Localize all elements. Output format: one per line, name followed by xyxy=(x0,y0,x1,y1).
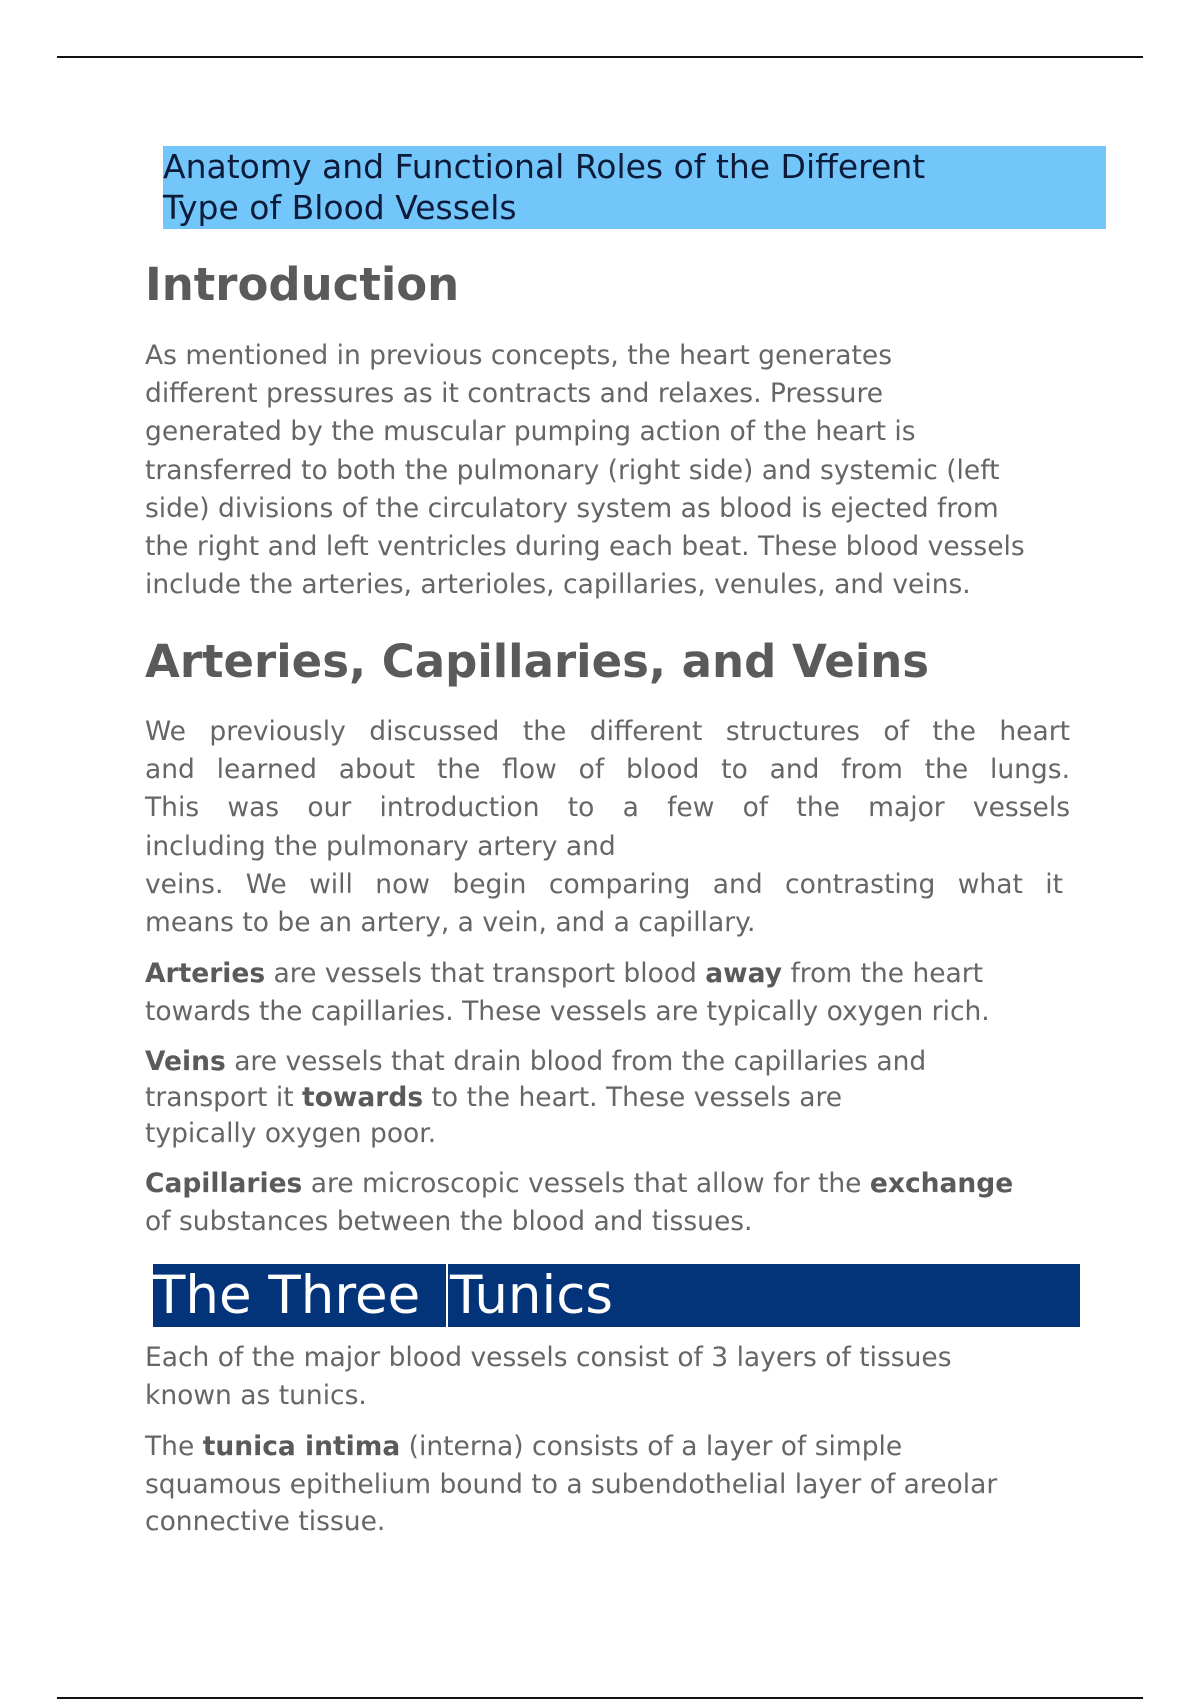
paragraph-line: transferred to both the pulmonary (right side) and systemic (left xyxy=(145,454,1000,486)
definition-line: of substances between the blood and tissues. xyxy=(145,1206,753,1238)
document-title xyxy=(163,146,1106,229)
paragraph-text: (interna) consists of a layer of simple xyxy=(400,1431,903,1462)
definition-text: to the heart. These vessels are xyxy=(423,1082,843,1113)
definition-line xyxy=(145,955,990,993)
heading-divider xyxy=(446,1264,448,1327)
paragraph-line: include the arteries, arterioles, capillaries, venules, and veins. xyxy=(145,569,971,601)
away-emphasis: away xyxy=(705,958,783,989)
three-tunics-heading xyxy=(153,1264,1080,1327)
paragraph-line: side) divisions of the circulatory system as blood is ejected from xyxy=(145,492,999,524)
definition-text: are vessels that transport blood xyxy=(265,958,706,989)
paragraph-line: We previously discussed the different structures of the heart xyxy=(145,716,1070,747)
definition-text: transport it xyxy=(145,1082,303,1113)
definition-line xyxy=(145,1080,926,1116)
definition-text: are vessels that drain blood from the capillaries and xyxy=(225,1046,927,1077)
paragraph-line: different pressures as it contracts and relaxes. Pressure xyxy=(145,378,884,410)
title-line-2: Type of Blood Vessels xyxy=(163,188,517,227)
definition-line: towards the capillaries. These vessels are typically oxygen rich. xyxy=(145,996,990,1028)
heading-text: The Three xyxy=(153,1265,421,1326)
introduction-heading: Introduction xyxy=(145,258,460,311)
towards-emphasis: towards xyxy=(302,1082,424,1113)
definition-line: typically oxygen poor. xyxy=(145,1118,437,1149)
paragraph-line: As mentioned in previous concepts, the heart generates xyxy=(145,340,893,371)
paragraph-line: generated by the muscular pumping action of the heart is xyxy=(145,416,916,448)
arteries-term: Arteries xyxy=(145,958,266,989)
capillaries-term: Capillaries xyxy=(145,1168,303,1199)
paragraph-line: means to be an artery, a vein, and a capillary. xyxy=(145,907,756,939)
paragraph-line: Each of the major blood vessels consist of 3 layers of tissues xyxy=(145,1342,952,1373)
title-line-1: Anatomy and Functional Roles of the Different xyxy=(163,147,926,186)
paragraph-text: The xyxy=(145,1431,203,1462)
arteries-definition xyxy=(145,955,990,1031)
paragraph-line: veins. We will now begin comparing and contrasting what it xyxy=(145,868,1063,900)
paragraph-line xyxy=(145,1428,997,1466)
paragraph-line: and learned about the flow of blood to and from the lungs. xyxy=(145,754,1070,786)
paragraph-line: This was our introduction to a few of the major vessels xyxy=(145,792,1070,824)
paragraph-line: connective tissue. xyxy=(145,1506,386,1537)
definition-text: from the heart xyxy=(782,958,984,989)
tunica-intima-term: tunica intima xyxy=(202,1431,401,1462)
exchange-emphasis: exchange xyxy=(869,1168,1014,1199)
definition-line xyxy=(145,1044,926,1080)
paragraph-line: including the pulmonary artery and xyxy=(145,830,616,862)
paragraph-line: the right and left ventricles during each beat. These blood vessels xyxy=(145,531,1025,563)
definition-line xyxy=(145,1165,1013,1203)
top-rule xyxy=(57,56,1143,58)
veins-definition xyxy=(145,1044,926,1152)
paragraph-line: squamous epithelium bound to a subendothelial layer of areolar xyxy=(145,1468,998,1500)
capillaries-definition xyxy=(145,1165,1013,1241)
arteries-capillaries-veins-heading: Arteries, Capillaries, and Veins xyxy=(145,635,930,688)
tunics-intro-paragraph xyxy=(145,1339,952,1415)
vessels-intro-paragraph xyxy=(145,713,1070,942)
heading-text: Tunics xyxy=(450,1265,613,1326)
tunica-intima-paragraph xyxy=(145,1428,997,1541)
veins-term: Veins xyxy=(145,1046,226,1077)
bottom-rule xyxy=(57,1697,1143,1699)
definition-text: are microscopic vessels that allow for the xyxy=(302,1168,870,1199)
introduction-paragraph xyxy=(145,337,1025,604)
paragraph-line: known as tunics. xyxy=(145,1380,367,1412)
